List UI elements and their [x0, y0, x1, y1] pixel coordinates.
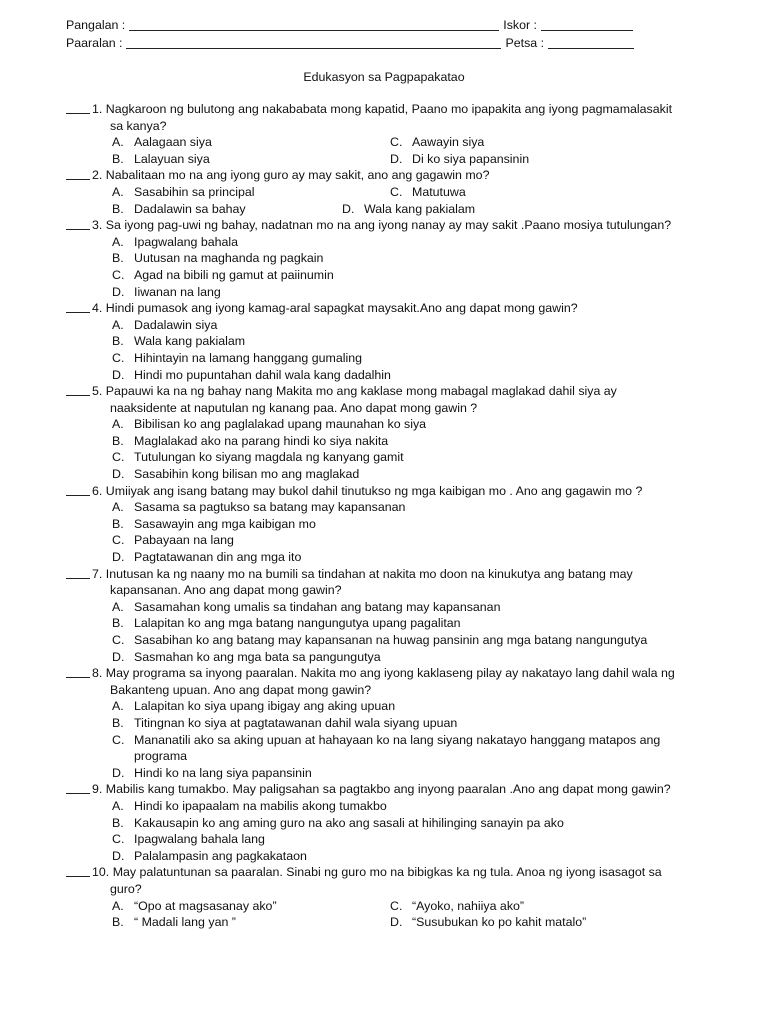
option-text: Sasmahan ko ang mga bata sa pangungutya: [134, 649, 381, 664]
option-list: [66, 698, 706, 781]
option-letter: B.: [112, 715, 124, 730]
option-letter: C.: [390, 898, 403, 913]
option-text: Ipagwalang bahala: [134, 234, 239, 249]
stem-text: [90, 300, 578, 317]
date-blank: [548, 35, 634, 49]
option-letter: B.: [112, 201, 124, 216]
option-text: Mananatili ako sa aking upuan at hahayaan ko na lang siyang nakatayo hanggang matapos ang programa: [134, 732, 661, 764]
option-text: Aawayin siya: [412, 135, 485, 150]
option-letter: A.: [112, 798, 124, 813]
option-letter: C.: [112, 732, 125, 747]
option-letter: B.: [112, 151, 124, 166]
option-letter: D.: [390, 915, 403, 930]
date-label: Petsa :: [505, 36, 545, 50]
question-stem: [66, 566, 706, 599]
question-stem: [66, 483, 706, 500]
option-letter: C.: [112, 533, 125, 548]
option-d: [390, 151, 640, 168]
option-letter: A.: [112, 699, 124, 714]
answer-blank: [66, 566, 90, 579]
question-stem: [66, 167, 706, 184]
option-a: [66, 798, 706, 815]
option-text: Sasama sa pagtukso sa batang may kapansanan: [134, 500, 406, 515]
answer-blank: [66, 101, 90, 114]
option-text: Uutusan na maghanda ng pagkain: [134, 251, 324, 266]
option-list: [66, 798, 706, 864]
stem-text: [90, 383, 617, 416]
option-text: Iiwanan na lang: [134, 284, 221, 299]
option-letter: B.: [112, 433, 124, 448]
stem-line: guro?: [110, 881, 142, 896]
option-text: Maglalakad ako na parang hindi ko siya nakita: [134, 433, 389, 448]
option-letter: D.: [112, 649, 125, 664]
school-row: [66, 35, 634, 51]
option-d: [66, 848, 706, 865]
option-text: Bibilisan ko ang paglalakad upang maunahan ko siya: [134, 417, 427, 432]
option-list: [66, 184, 706, 217]
stem-line: Hindi pumasok ang iyong kamag-aral sapagkat maysakit.Ano ang dapat mong gawin?: [105, 301, 578, 316]
option-text: “ Madali lang yan ”: [134, 915, 236, 930]
stem-line: kapansanan. Ano ang dapat mong gawin?: [110, 583, 342, 598]
option-letter: C.: [112, 450, 125, 465]
option-b: [66, 433, 706, 450]
option-letter: A.: [112, 417, 124, 432]
option-letter: B.: [112, 251, 124, 266]
option-text: Tutulungan ko siyang magdala ng kanyang gamit: [134, 450, 404, 465]
answer-blank: [66, 864, 90, 877]
option-list: [66, 898, 706, 931]
stem-line: sa kanya?: [110, 118, 167, 133]
option-text: Wala kang pakialam: [134, 334, 246, 349]
answer-blank: [66, 217, 90, 230]
question-stem: [66, 665, 706, 698]
option-letter: B.: [112, 616, 124, 631]
page-title: Edukasyon sa Pagpapakatao: [303, 70, 465, 84]
option-text: “Opo at magsasanay ako”: [134, 898, 277, 913]
stem-line: Sa iyong pag-uwi ng bahay, nadatnan mo na ang iyong nanay ay may sakit .Paano mosiya tutulungan?: [105, 218, 672, 233]
question-list: [66, 101, 706, 931]
stem-text: [90, 217, 671, 234]
stem-line: Nabalitaan mo na ang iyong guro ay may sakit, ano ang gagawin mo?: [105, 168, 490, 183]
option-d: [66, 466, 706, 483]
question-number: 1.: [92, 102, 103, 116]
option-c: [66, 449, 706, 466]
question-number: 6.: [92, 483, 103, 498]
option-a: [66, 599, 706, 616]
option-text: Palalampasin ang pagkakataon: [134, 848, 307, 863]
option-text: Lalayuan siya: [134, 151, 210, 166]
stem-line: Nagkaroon ng bulutong ang nakababata mong kapatid, Paano mo ipapakita ang iyong pagmamalasakit: [105, 102, 673, 116]
option-text: Sasawayin ang mga kaibigan mo: [134, 516, 316, 531]
option-b: [66, 516, 706, 533]
option-c: [66, 350, 706, 367]
question-number: 3.: [92, 218, 103, 233]
stem-text: [90, 864, 662, 897]
question-7: [66, 566, 706, 666]
stem-text: [90, 665, 675, 698]
question-2: [66, 167, 706, 217]
option-text: Pagtatawanan din ang mga ito: [134, 550, 302, 565]
stem-text: [90, 483, 642, 500]
score-blank: [541, 17, 633, 31]
stem-text: [90, 167, 489, 184]
option-letter: D.: [112, 848, 125, 863]
option-text: Lalapitan ko siya upang ibigay ang aking upuan: [134, 699, 396, 714]
option-c: [66, 632, 706, 649]
stem-line: May programa sa inyong paaralan. Nakita mo ang iyong kaklaseng pilay ay nakatayo lang dahil wala ng: [105, 666, 675, 681]
question-stem: [66, 864, 706, 897]
option-b: [112, 914, 390, 931]
option-text: Hindi mo pupuntahan dahil wala kang dadalhin: [134, 367, 391, 382]
option-text: Sasabihin sa principal: [134, 184, 255, 199]
option-letter: D.: [112, 367, 125, 382]
option-list: [66, 317, 706, 383]
question-stem: [66, 383, 706, 416]
option-c: [390, 898, 640, 915]
option-letter: D.: [112, 765, 125, 780]
option-list: [66, 499, 706, 565]
option-letter: C.: [112, 633, 125, 647]
option-list: [66, 134, 706, 167]
school-blank: [126, 35, 501, 49]
school-label: Paaralan :: [66, 36, 123, 50]
score-label: Iskor :: [503, 18, 537, 32]
option-d: [66, 765, 706, 782]
option-letter: A.: [112, 135, 124, 150]
option-letter: D.: [342, 201, 355, 216]
option-letter: D.: [112, 550, 125, 565]
option-text: Ipagwalang bahala lang: [134, 832, 265, 847]
option-list: [66, 234, 706, 300]
option-a: [112, 898, 390, 915]
option-text: Wala kang pakialam: [364, 201, 476, 216]
option-letter: A.: [112, 317, 124, 332]
option-letter: A.: [112, 898, 124, 913]
option-text: Hihintayin na lamang hanggang gumaling: [134, 350, 363, 365]
option-a: [112, 184, 390, 201]
answer-blank: [66, 781, 90, 794]
option-letter: B.: [112, 815, 124, 830]
stem-line: Inutusan ka ng naany mo na bumili sa tindahan at nakita mo doon na kinukutya ang batang may: [105, 566, 633, 581]
option-text: Hindi ko ipapaalam na mabilis akong tumakbo: [134, 798, 387, 813]
option-a: [66, 698, 706, 715]
question-number: 10.: [92, 865, 110, 880]
option-letter: A.: [112, 500, 124, 515]
option-text: “Ayoko, nahiiya ako”: [412, 898, 525, 913]
question-number: 2.: [92, 168, 103, 183]
option-c: [66, 732, 706, 765]
name-blank: [129, 17, 499, 31]
option-text: Titingnan ko siya at pagtatawanan dahil wala siyang upuan: [134, 715, 458, 730]
stem-line: Papauwi ka na ng bahay nang Makita mo ang kaklase mong mabagal maglakad dahil siya ay: [105, 384, 617, 399]
question-5: [66, 383, 706, 483]
option-b: [66, 250, 706, 267]
question-number: 4.: [92, 301, 103, 316]
option-d: [390, 914, 640, 931]
option-a: [66, 317, 706, 334]
option-text: Dadalawin sa bahay: [134, 201, 246, 216]
question-8: [66, 665, 706, 781]
question-6: [66, 483, 706, 566]
question-number: 8.: [92, 666, 103, 681]
option-letter: B.: [112, 915, 124, 930]
option-d: [66, 649, 706, 666]
option-letter: C.: [112, 267, 125, 282]
question-stem: [66, 217, 706, 234]
option-text: Sasabihin kong bilisan mo ang maglakad: [134, 467, 360, 482]
option-list: [66, 599, 706, 665]
option-text: Kakausapin ko ang aming guro na ako ang sasali at hihilinging sanayin pa ako: [134, 815, 564, 830]
option-letter: A.: [112, 599, 124, 614]
option-a: [112, 134, 390, 151]
question-stem: [66, 300, 706, 317]
question-stem: [66, 101, 706, 134]
option-d: [66, 367, 706, 384]
option-letter: C.: [112, 832, 125, 847]
answer-blank: [66, 300, 90, 313]
question-number: 5.: [92, 384, 103, 399]
option-letter: A.: [112, 234, 124, 249]
option-b: [66, 333, 706, 350]
stem-line: naaksidente at naputulan ng kanang paa. Ano dapat mong gawin ?: [110, 400, 478, 415]
name-label: Pangalan :: [66, 18, 126, 32]
option-letter: C.: [390, 184, 403, 199]
option-text: “Susubukan ko po kahit matalo”: [412, 915, 587, 930]
option-d: [66, 549, 706, 566]
option-letter: D.: [390, 151, 403, 166]
option-letter: B.: [112, 516, 124, 531]
question-9: [66, 781, 706, 864]
stem-line: Umiiyak ang isang batang may bukol dahil tinutukso ng mga kaibigan mo . Ano ang gagawin mo ?: [105, 483, 643, 498]
option-b: [112, 151, 390, 168]
option-text: Sasamahan kong umalis sa tindahan ang batang may kapansanan: [134, 599, 501, 614]
option-c: [390, 134, 640, 151]
option-letter: C.: [112, 350, 125, 365]
option-c: [66, 267, 706, 284]
stem-line: May palatuntunan sa paaralan. Sinabi ng guro mo na bibigkas ka ng tula. Anoa ng iyong isasagot sa: [112, 865, 662, 880]
stem-text: [90, 101, 672, 134]
option-letter: D.: [112, 467, 125, 482]
option-c: [390, 184, 640, 201]
name-row: [66, 17, 633, 33]
stem-line: Mabilis kang tumakbo. May paligsahan sa pagtakbo ang inyong paaralan .Ano ang dapat mong gawin?: [105, 782, 671, 797]
answer-blank: [66, 483, 90, 496]
answer-blank: [66, 167, 90, 180]
option-b: [66, 615, 706, 632]
option-text: Lalapitan ko ang mga batang nangungutya upang pagalitan: [134, 616, 461, 631]
option-text: Dadalawin siya: [134, 317, 218, 332]
option-text: Agad na bibili ng gamut at paiinumin: [134, 267, 334, 282]
option-letter: A.: [112, 184, 124, 199]
question-3: [66, 217, 706, 300]
stem-line: Bakanteng upuan. Ano ang dapat mong gawin?: [110, 682, 372, 697]
question-1: [66, 101, 706, 167]
option-d: [342, 201, 640, 218]
option-text: Sasabihan ko ang batang may kapansanan na huwag pansinin ang mga batang nangungutya: [134, 633, 648, 647]
question-number: 7.: [92, 566, 103, 581]
option-a: [66, 416, 706, 433]
option-text: Aalagaan siya: [134, 135, 212, 150]
option-c: [66, 532, 706, 549]
question-10: [66, 864, 706, 930]
question-number: 9.: [92, 782, 103, 797]
option-text: Matutuwa: [412, 184, 466, 199]
stem-text: [90, 781, 671, 798]
option-text: Pabayaan na lang: [134, 533, 234, 548]
option-letter: C.: [390, 135, 403, 150]
option-text: Hindi ko na lang siya papansinin: [134, 765, 312, 780]
stem-text: [90, 566, 633, 599]
option-c: [66, 831, 706, 848]
option-b: [66, 715, 706, 732]
question-stem: [66, 781, 706, 798]
question-4: [66, 300, 706, 383]
option-list: [66, 416, 706, 482]
option-d: [66, 284, 706, 301]
answer-blank: [66, 383, 90, 396]
option-b: [66, 815, 706, 832]
option-letter: B.: [112, 334, 124, 349]
option-text: Di ko siya papansinin: [412, 151, 530, 166]
option-letter: D.: [112, 284, 125, 299]
option-a: [66, 234, 706, 251]
answer-blank: [66, 665, 90, 678]
option-a: [66, 499, 706, 516]
